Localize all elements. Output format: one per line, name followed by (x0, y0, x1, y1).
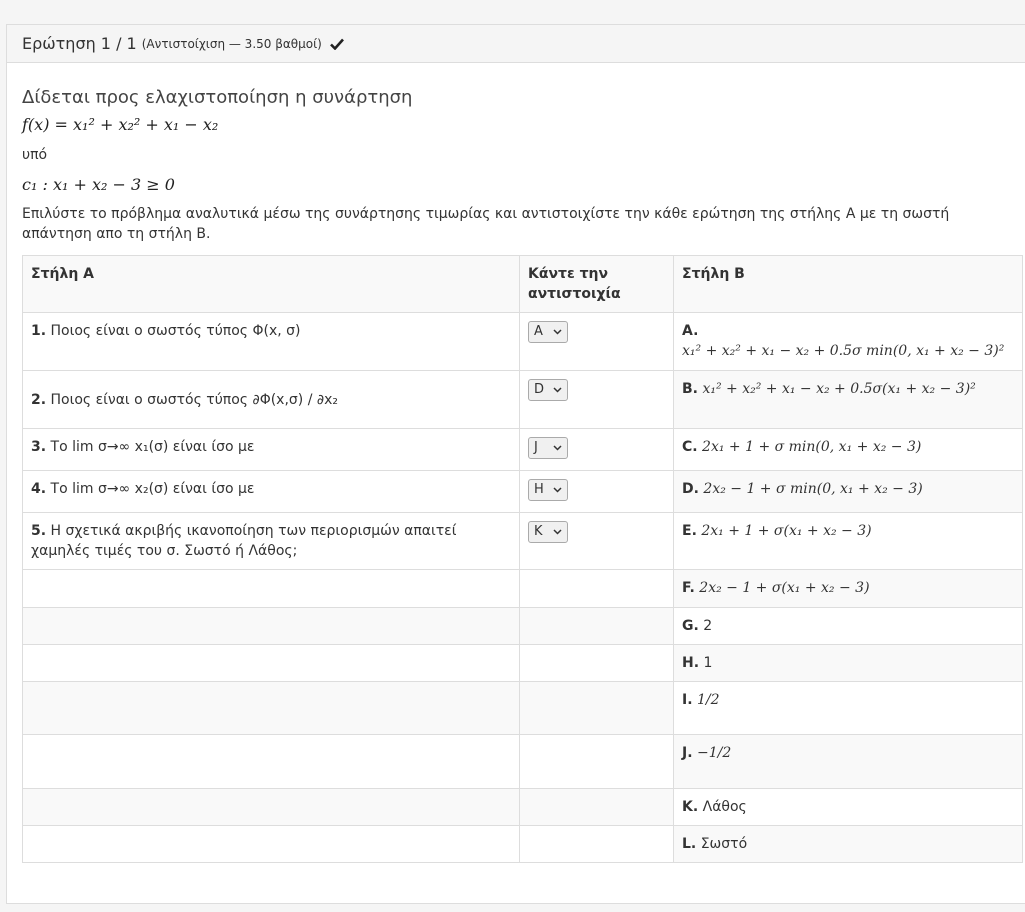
question-text: Το lim σ→∞ x₂(σ) είναι ίσο με (50, 481, 255, 497)
column-b-cell (674, 645, 1023, 682)
column-a-cell (23, 471, 520, 513)
question-text: Το lim σ→∞ x₁(σ) είναι ίσο με (50, 439, 255, 455)
question-number: 3. (31, 439, 47, 455)
column-a-cell (23, 570, 520, 608)
question-meta: (Αντιστοίχιση — 3.50 βαθμοί) (141, 36, 322, 51)
header-match: Κάντε την αντιστοιχία (520, 256, 674, 313)
match-cell (520, 570, 674, 608)
answer-select[interactable] (528, 521, 568, 543)
column-a-cell (23, 645, 520, 682)
table-row (23, 645, 1023, 682)
check-icon (330, 38, 344, 50)
question-title: Ερώτηση 1 / 1 (22, 34, 137, 53)
match-cell (520, 608, 674, 645)
objective-formula: f(x) = x₁² + x₂² + x₁ − x₂ (22, 115, 219, 134)
column-a-cell (23, 313, 520, 371)
header-column-b: Στήλη Β (674, 256, 1023, 313)
answer-select-value: J (534, 440, 538, 455)
answer-select-value: A (534, 324, 543, 339)
question-number: 5. (31, 523, 47, 539)
answer-select[interactable] (528, 379, 568, 401)
answer-letter: A. (682, 323, 699, 339)
question-panel (6, 24, 1025, 904)
answer-letter: B. (682, 381, 698, 397)
column-a-cell (23, 826, 520, 863)
column-b-cell (674, 608, 1023, 645)
table-row (23, 682, 1023, 735)
instructions: Επιλύστε το πρόβλημα αναλυτικά μέσω της συνάρτησης τιμωρίας και αντιστοιχίστε την κάθε ερώτηση της στήλης Α με τη σωστή απάντηση απο τη στήλη Β. (22, 206, 950, 242)
answer-select-value: K (534, 524, 543, 539)
matching-table-body (23, 313, 1023, 863)
answer-select[interactable] (528, 321, 568, 343)
match-cell (520, 645, 674, 682)
match-cell (520, 313, 674, 371)
question-number: 4. (31, 481, 47, 497)
match-cell (520, 471, 674, 513)
match-cell (520, 826, 674, 863)
column-b-cell (674, 429, 1023, 471)
question-number: 1. (31, 323, 47, 339)
match-cell (520, 735, 674, 789)
column-a-cell (23, 513, 520, 570)
answer-text: 2x₂ − 1 + σ(x₁ + x₂ − 3) (699, 580, 870, 596)
match-cell (520, 789, 674, 826)
answer-text: 2x₂ − 1 + σ min(0, x₁ + x₂ − 3) (703, 481, 923, 497)
answer-letter: L. (682, 836, 697, 852)
chevron-down-icon (553, 322, 562, 342)
question-text: Ποιος είναι ο σωστός τύπος ∂Φ(x,σ) / ∂x₂ (50, 391, 339, 408)
question-intro: Δίδεται προς ελαχιστοποίηση η συνάρτηση (22, 87, 413, 108)
answer-text: 1/2 (696, 692, 720, 708)
answer-text: 2 (703, 618, 713, 634)
answer-text: x₁² + x₂² + x₁ − x₂ + 0.5σ min(0, x₁ + x₂ − 3)² (682, 343, 1005, 359)
chevron-down-icon (553, 380, 562, 400)
answer-letter: H. (682, 655, 700, 671)
column-a-cell (23, 608, 520, 645)
answer-text: Λάθος (702, 799, 747, 815)
answer-letter: J. (682, 745, 693, 761)
question-number: 2. (31, 391, 47, 408)
column-b-cell (674, 682, 1023, 735)
header-column-a: Στήλη Α (23, 256, 520, 313)
table-row (23, 608, 1023, 645)
column-b-cell (674, 513, 1023, 570)
table-row (23, 429, 1023, 471)
question-text: Ποιος είναι ο σωστός τύπος Φ(x, σ) (50, 323, 301, 339)
chevron-down-icon (553, 480, 562, 500)
answer-letter: G. (682, 618, 699, 634)
subject-to-label: υπό (22, 147, 48, 163)
column-a-cell (23, 682, 520, 735)
column-b-cell (674, 471, 1023, 513)
table-row (23, 570, 1023, 608)
column-a-cell (23, 371, 520, 429)
question-text: Η σχετικά ακριβής ικανοποίηση των περιορισμών απαιτεί χαμηλές τιμές του σ. Σωστό ή Λάθος; (31, 523, 457, 559)
answer-letter: I. (682, 692, 693, 708)
table-row (23, 735, 1023, 789)
column-b-cell (674, 735, 1023, 789)
match-cell (520, 429, 674, 471)
column-a-cell (23, 789, 520, 826)
column-b-cell (674, 313, 1023, 371)
column-b-cell (674, 570, 1023, 608)
match-cell (520, 371, 674, 429)
table-row (23, 313, 1023, 371)
chevron-down-icon (553, 438, 562, 458)
answer-text: −1/2 (696, 745, 732, 761)
table-row (23, 513, 1023, 570)
column-a-cell (23, 735, 520, 789)
answer-letter: K. (682, 799, 699, 815)
answer-letter: E. (682, 523, 697, 539)
column-a-cell (23, 429, 520, 471)
answer-letter: C. (682, 439, 698, 455)
table-row (23, 789, 1023, 826)
answer-select-value: D (534, 382, 545, 397)
answer-text: 2x₁ + 1 + σ(x₁ + x₂ − 3) (701, 523, 872, 539)
question-header (7, 25, 1025, 63)
answer-text: Σωστό (700, 836, 748, 852)
answer-letter: D. (682, 481, 699, 497)
column-b-cell (674, 826, 1023, 863)
table-row (23, 826, 1023, 863)
answer-select[interactable] (528, 479, 568, 501)
answer-text: 2x₁ + 1 + σ min(0, x₁ + x₂ − 3) (702, 439, 922, 455)
match-cell (520, 513, 674, 570)
table-row (23, 371, 1023, 429)
constraint-formula: c₁ : x₁ + x₂ − 3 ≥ 0 (22, 175, 175, 194)
match-cell (520, 682, 674, 735)
matching-table (22, 255, 1023, 863)
answer-letter: F. (682, 580, 695, 596)
answer-text: x₁² + x₂² + x₁ − x₂ + 0.5σ(x₁ + x₂ − 3)² (702, 381, 976, 397)
column-b-cell (674, 789, 1023, 826)
table-row (23, 471, 1023, 513)
answer-select[interactable] (528, 437, 568, 459)
chevron-down-icon (553, 522, 562, 542)
question-body (7, 63, 1025, 863)
answer-select-value: H (534, 482, 544, 497)
column-b-cell (674, 371, 1023, 429)
answer-text: 1 (703, 655, 713, 671)
